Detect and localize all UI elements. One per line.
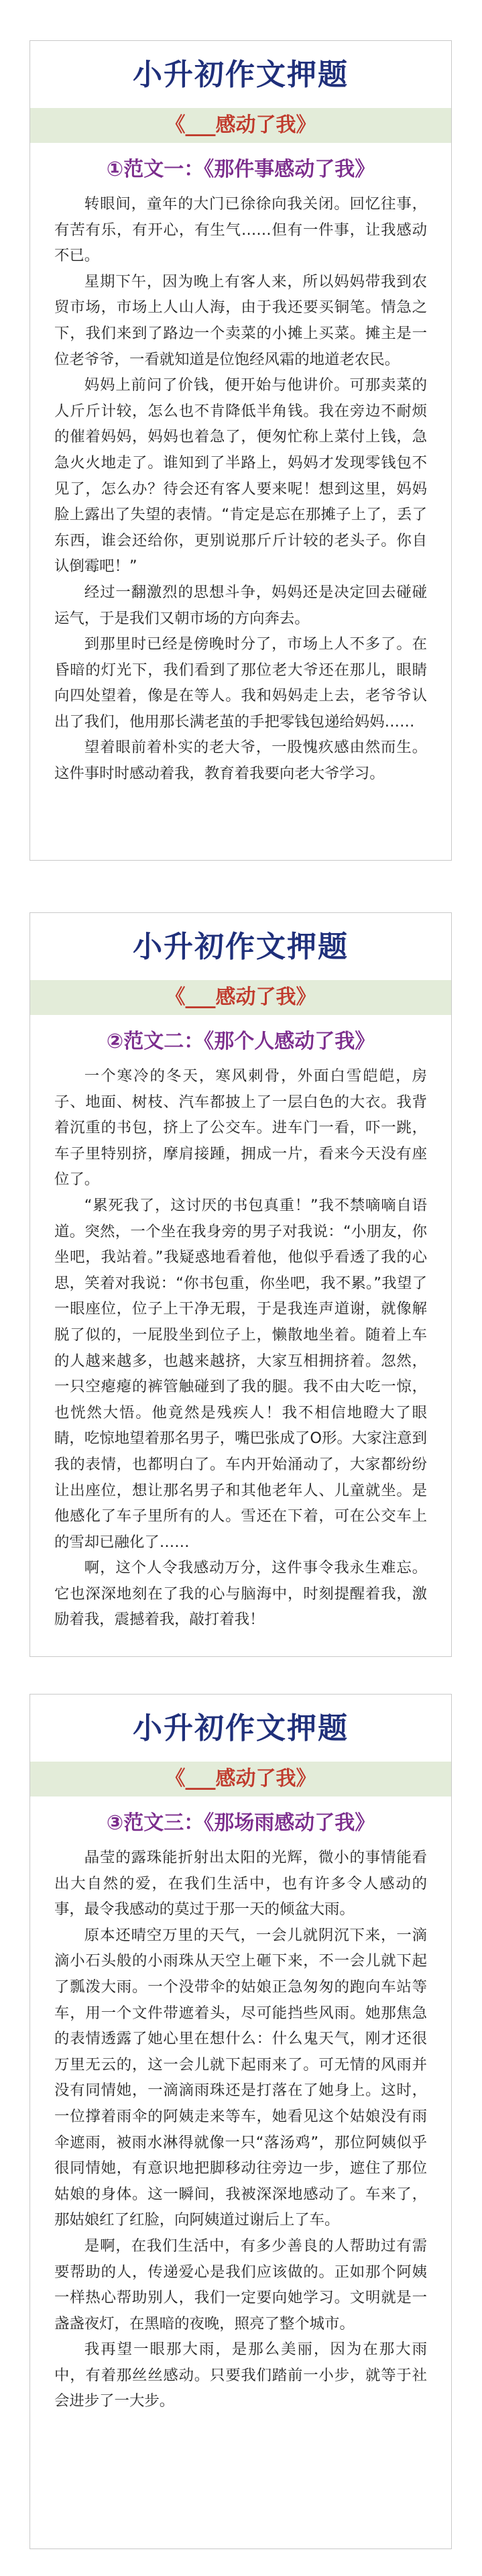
paragraph: 原本还晴空万里的天气，一会儿就阴沉下来，一滴滴小石头般的小雨珠从天空上砸下来，不一会儿就下起了瓢泼大雨。一个没带伞的姑娘正急匆匆的跑向车站等车，用一个文件带遮着头，尽可能挡些风雨。她那焦急的表情透露了她心里在想什么：什么鬼天气，刚才还很万里无云的，这一会儿就下起雨来了。可无情的风雨并没有同情她，一滴滴雨珠还是打落在了她身上。这时，一位撑着雨伞的阿姨走来等车，她看见这个姑娘没有雨伞遮雨，被雨水淋得就像一只“落汤鸡”，那位阿姨似乎很同情她，有意识地把脚移动往旁边一步，遮住了那位姑娘的身体。这一瞬间，我被深深地感动了。车来了，那姑娘红了红脸，向阿姨道过谢后上了车。 <box>54 1926 427 2229</box>
essay-card-1 <box>29 40 452 861</box>
paragraph: 到那里时已经是傍晚时分了，市场上人不多了。在昏暗的灯光下，我们看到了那位老大爷还在那儿，眼睛向四处望着，像是在等人。我和妈妈走上去，老爷爷认出了我们，他用那长满老茧的手把零钱包递给妈妈…… <box>54 635 427 731</box>
essay-subtitle: ①范文一：《那件事感动了我》 <box>106 158 375 181</box>
essay-body <box>30 184 451 787</box>
essay-body <box>30 1838 451 2414</box>
topic-band: 《___感动了我》 <box>30 980 451 1015</box>
essay-subtitle: ③范文三：《那场雨感动了我》 <box>106 1811 375 1835</box>
essay-card-2 <box>29 912 452 1657</box>
section-title: 小升初作文押题 <box>133 1711 349 1746</box>
paragraph: 是啊，在我们生活中，有多少善良的人帮助过有需要帮助的人，传递爱心是我们应该做的。正如那个阿姨一样热心帮助别人，我们一定要向她学习。文明就是一盏盏夜灯，在黑暗的夜晚，照亮了整个城市。 <box>54 2237 427 2332</box>
paragraph: 晶莹的露珠能折射出太阳的光辉，微小的事情能看出大自然的爱，在我们生活中，也有许多令人感动的事，最令我感动的莫过于那一天的倾盆大雨。 <box>54 1849 427 1919</box>
essay-card-3 <box>29 1694 452 2549</box>
paragraph: 一个寒冷的冬天，寒风刺骨，外面白雪皑皑，房子、地面、树枝、汽车都披上了一层白色的大衣。我背着沉重的书包，挤上了公交车。进车门一看，吓一跳，车子里特别挤，摩肩接踵，拥成一片，看来今天没有座位了。 <box>54 1067 427 1189</box>
paragraph: 转眼间，童年的大门已徐徐向我关闭。回忆往事，有苦有乐，有开心，有生气……但有一件事，让我感动不已。 <box>54 195 427 265</box>
paragraph: 我再望一眼那大雨，是那么美丽，因为在那大雨中，有着那丝丝感动。只要我们踏前一小步，就等于社会进步了一大步。 <box>54 2341 427 2410</box>
essay-subtitle: ②范文二：《那个人感动了我》 <box>106 1030 375 1053</box>
paragraph: 啊，这个人令我感动万分，这件事令我永生难忘。它也深深地刻在了我的心与脑海中，时刻提醒着我，激励着我，震撼着我，敲打着我！ <box>54 1559 427 1629</box>
topic-band: 《___感动了我》 <box>30 108 451 143</box>
section-title: 小升初作文押题 <box>133 930 349 964</box>
section-title: 小升初作文押题 <box>133 58 349 92</box>
paragraph: 经过一翻激烈的思想斗争，妈妈还是决定回去碰碰运气，于是我们又朝市场的方向奔去。 <box>54 583 427 627</box>
paragraph: 星期下午，因为晚上有客人来，所以妈妈带我到农贸市场，市场上人山人海，由于我还要买铜笔。情急之下，我们来到了路边一个卖菜的小摊上买菜。摊主是一位老爷爷，一看就知道是位饱经风霜的地道老农民。 <box>54 272 427 368</box>
topic-band: 《___感动了我》 <box>30 1762 451 1796</box>
paragraph: 望着眼前着朴实的老大爷，一股愧疚感由然而生。这件事时时感动着我，教育着我要向老大爷学习。 <box>54 739 427 783</box>
paragraph: “累死我了，这讨厌的书包真重！”我不禁嘀嘀自语道。突然，一个坐在我身旁的男子对我说：“小朋友，你坐吧，我站着。”我疑惑地看着他，他似乎看透了我的心思，笑着对我说：“你书包重，你坐吧，我不累。”我望了一眼座位，位子上干净无瑕，于是我连声道谢，就像解脱了似的，一屁股坐到位子上，懒散地坐着。随着上车的人越来越多，也越来越挤，大家互相拥挤着。忽然，一只空瘪瘪的裤管触碰到了我的腿。我不由大吃一惊，也恍然大悟。他竟然是残疾人！我不相信地瞪大了眼睛，吃惊地望着那名男子，嘴巴张成了O形。大家注意到我的表情，也都明白了。车内开始涌动了，大家都纷纷让出座位，想让那名男子和其他老年人、儿童就坐。是他感化了车子里所有的人。雪还在下着，可在公交车上的雪却已融化了…… <box>54 1196 427 1551</box>
paragraph: 妈妈上前问了价钱，便开始与他讲价。可那卖菜的人斤斤计较，怎么也不肯降低半角钱。我在旁边不耐烦的催着妈妈，妈妈也着急了，便匆忙称上菜付上钱，急急火火地走了。谁知到了半路上，妈妈才发现零钱包不见了，怎么办？待会还有客人要来呢！想到这里，妈妈脸上露出了失望的表情。“肯定是忘在那摊子上了，丢了东西，谁会还给你，更别说那斤斤计较的老头子。你自认倒霉吧！” <box>54 376 427 576</box>
essay-body <box>30 1057 451 1633</box>
